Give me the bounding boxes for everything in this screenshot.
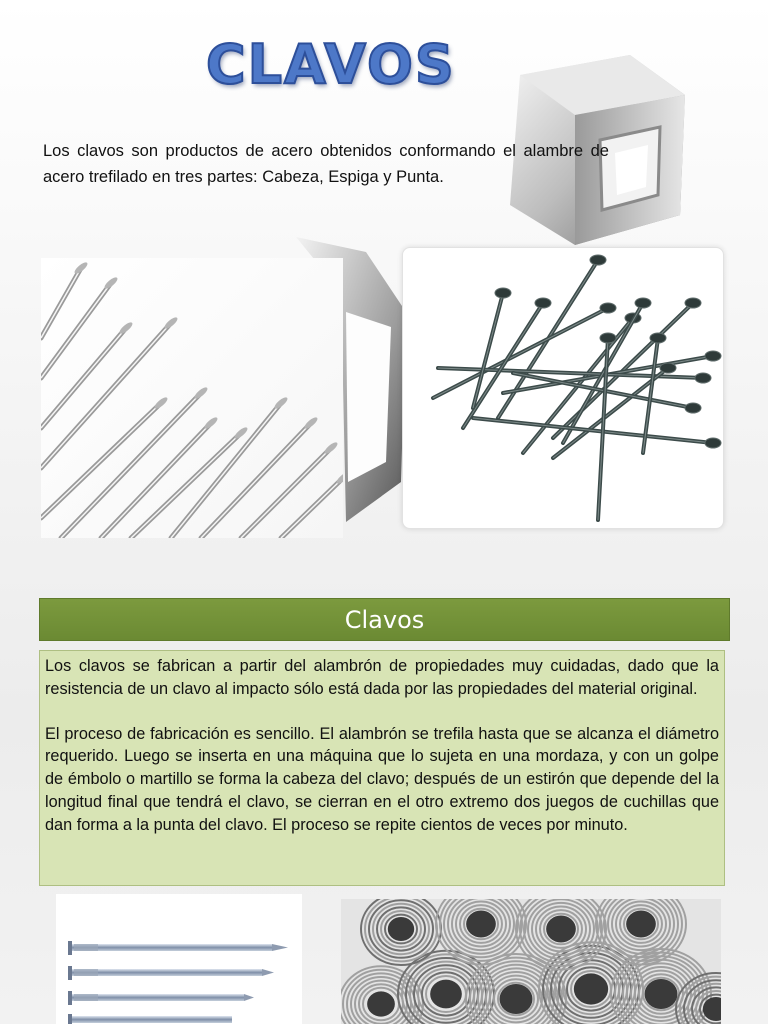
nail-head	[650, 333, 666, 343]
nail-highlight	[41, 268, 81, 338]
section-paragraph: Los clavos se fabrican a partir del alambrón de propiedades muy cuidadas, dado que la resistencia de un clavo al impacto sólo está dada por las propiedades del material original.	[45, 657, 719, 698]
nail-head	[705, 438, 721, 448]
nails-pile-image	[402, 247, 724, 529]
nail-highlight	[473, 418, 713, 443]
nail-head	[153, 396, 169, 411]
nail-highlight	[41, 403, 161, 518]
nail-head	[233, 426, 249, 441]
nail-head	[323, 441, 339, 456]
nails-row-image	[41, 258, 343, 538]
section-paragraph: El proceso de fabricación es sencillo. El alambrón se trefila hasta que se alcanza el diámetro requerido. Luego se inserta en una máquina que lo sujeta en una mordaza, y con un golpe de émbolo o martillo se forma la cabeza del clavo; después de un estirón que depende del la longitud final que tendrá el clavo, se cierran en el otro extremo dos juegos de cuchillas que dan forma a la punta del clavo. El proceso se repite cientos de veces por minuto.	[45, 724, 719, 834]
nails-pile-drawing	[403, 248, 723, 528]
nail-highlight	[41, 328, 126, 428]
wire-coils-drawing	[341, 899, 721, 1024]
wire-coil-core	[574, 973, 608, 1004]
nail-highlight	[598, 338, 608, 520]
nails-row-drawing	[41, 258, 343, 538]
nail-highlight	[241, 448, 331, 538]
section-text-box	[39, 650, 725, 886]
nail-head	[705, 351, 721, 361]
nail-highlight	[41, 283, 111, 378]
wire-coil-core	[430, 980, 462, 1009]
section-heading: Clavos	[39, 598, 730, 641]
nail-head	[635, 298, 651, 308]
nail-head	[495, 288, 511, 298]
nails-horizontal-image	[56, 894, 302, 1024]
nail-head	[660, 363, 676, 373]
nail-head	[303, 416, 319, 431]
nail-head	[203, 416, 219, 431]
wire-coils-image	[341, 899, 721, 1024]
nail-head	[600, 303, 616, 313]
nail-head	[535, 298, 551, 308]
wire-coil-core	[388, 917, 414, 941]
wire-coil-core	[626, 911, 656, 938]
nail-head	[73, 261, 89, 276]
page-title: CLAVOS	[206, 33, 456, 96]
nail-highlight	[61, 393, 201, 538]
nail-head	[685, 298, 701, 308]
nails-horizontal-drawing	[56, 894, 302, 1024]
wire-coil-core	[645, 979, 678, 1009]
intro-paragraph: Los clavos son productos de acero obtenidos conformando el alambre de acero trefilado en tres partes: Cabeza, Espiga y Punta.	[43, 142, 609, 186]
nail-head	[163, 316, 179, 331]
nail-head	[273, 396, 289, 411]
wire-coil-core	[546, 916, 576, 943]
nail-head	[600, 333, 616, 343]
wire-coil-core	[367, 991, 395, 1016]
wire-coil-core	[500, 984, 533, 1014]
nail-head	[193, 386, 209, 401]
nail-head	[103, 276, 119, 291]
nail-head	[695, 373, 711, 383]
nail-head	[685, 403, 701, 413]
wire-coil-core	[466, 911, 496, 938]
nail-head	[590, 255, 606, 265]
nail-head	[118, 321, 134, 336]
